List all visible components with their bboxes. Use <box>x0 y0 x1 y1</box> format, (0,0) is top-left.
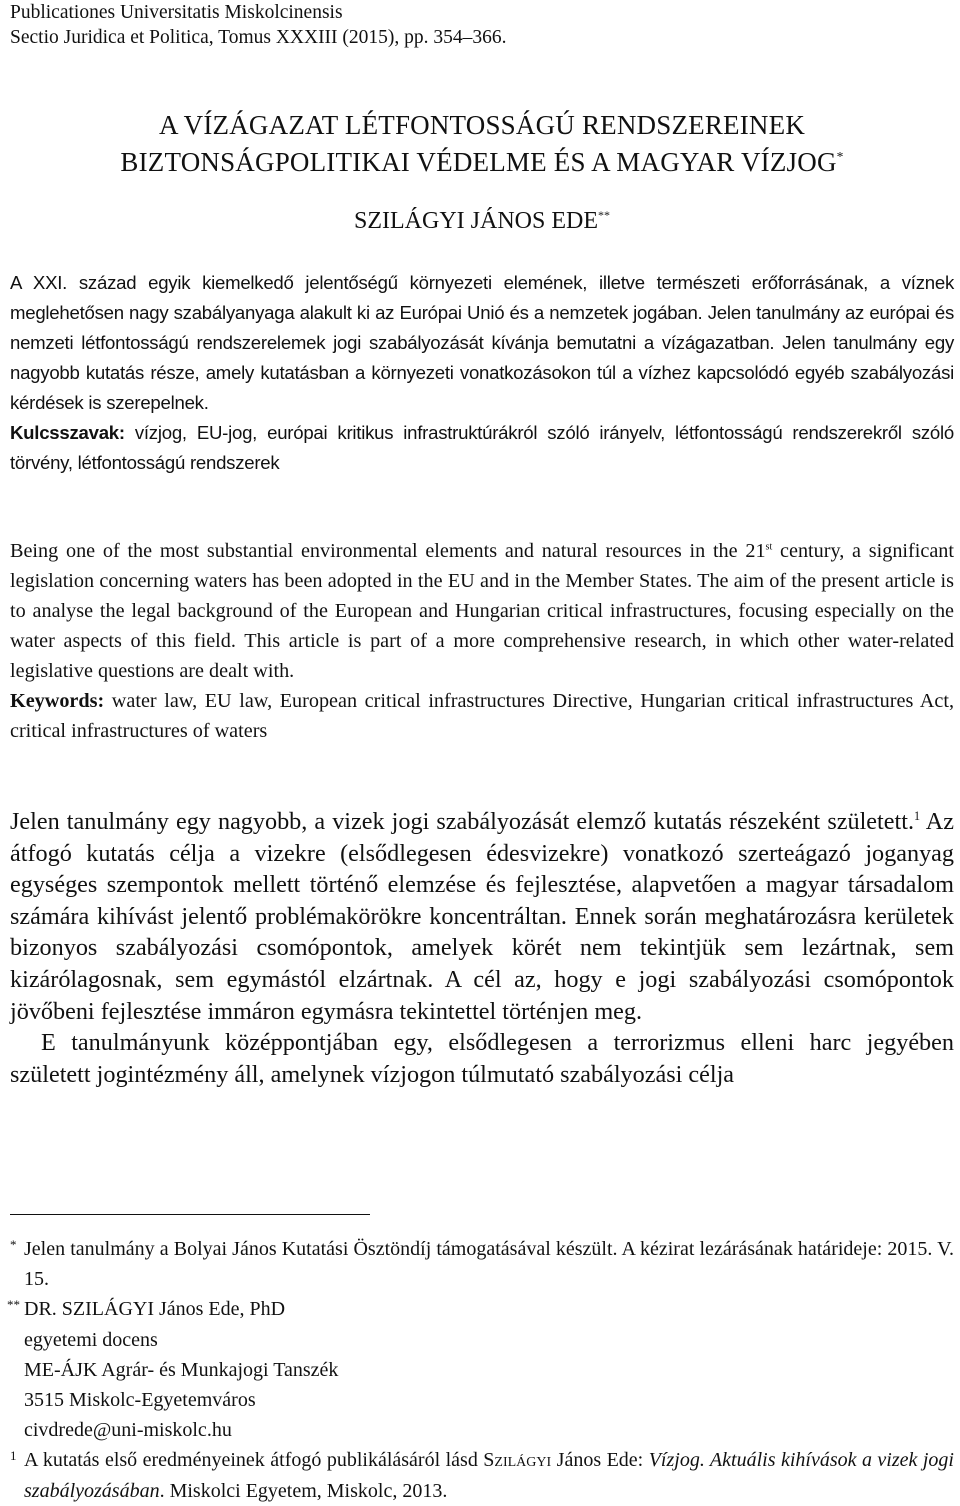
affiliation-position: egyetemi docens <box>24 1328 158 1351</box>
author-name-text: SZILÁGYI JÁNOS EDE <box>354 208 598 234</box>
abstract-hungarian <box>10 268 954 478</box>
footnote-ref-1[interactable]: 1 <box>914 808 921 823</box>
abstract-en-sup: st <box>765 541 773 553</box>
footnotes <box>7 1234 954 1506</box>
footnote-1-mark: * <box>10 1237 17 1252</box>
abstract-hu-text: A XXI. század egyik kiemelkedő jelentőségű környezeti elemének, illetve természeti erőforrásának, a víznek meglehetősen nagy szabályanyaga alakult ki az Európai Unió és a nemzetek jogában. Jelen tanulmány az európai és nemzeti létfontosságú rendszerelemek jogi szabályozását kívánja bemutatni a vízágazatban. Jelen tanulmány egy nagyobb kutatás része, amely kutatásban a környezeti vonatkozásokon túl a vízhez kapcsolódó egyéb szabályozási kérdések is szerepelnek. <box>10 272 954 413</box>
footnote-separator <box>10 1214 370 1215</box>
abstract-english <box>10 536 954 746</box>
affiliation-address: 3515 Miskolc-Egyetemváros <box>24 1389 256 1412</box>
footnote-3-text-c: . Miskolci Egyetem, Miskolc, 2013. <box>159 1479 448 1502</box>
affiliation-email[interactable]: civdrede@uni-miskolc.hu <box>24 1419 232 1442</box>
keywords-hu-label: Kulcsszavak: <box>10 422 125 443</box>
footnote-3-text-b: János Ede: <box>551 1449 649 1472</box>
article-title <box>10 107 954 181</box>
title-footnote-mark[interactable]: * <box>836 149 844 164</box>
keywords-en-text: water law, EU law, European critical infrastructures Directive, Hungarian critical infrastructures Act, critical infrastructures of waters <box>10 690 954 742</box>
author-name <box>10 204 954 238</box>
abstract-en-paragraph <box>10 536 954 686</box>
affiliation-department: ME-ÁJK Agrár- és Munkajogi Tanszék <box>24 1358 339 1381</box>
title-line-1: A VÍZÁGAZAT LÉTFONTOSSÁGÚ RENDSZEREINEK <box>158 110 806 140</box>
keywords-hu <box>10 418 954 478</box>
footnote-3-title: Vízjog. Aktuális kihívások a vizek jogi szabályozásában <box>24 1449 954 1502</box>
journal-issue: Sectio Juridica et Politica, Tomus XXXIII (2015), pp. 354–366. <box>10 27 507 48</box>
abstract-en-text-b: century, a significant legislation concerning waters has been adopted in the EU and in the Member States. The aim of the present article is to analyse the legal background of the European and Hungarian critical infrastructures, focusing especially on the water aspects of this field. This article is part of a more comprehensive research, in which other water-related legislative questions are dealt with. <box>10 540 954 682</box>
affiliation-name: DR. SZILÁGYI János Ede, PhD <box>24 1298 286 1321</box>
footnote-2 <box>7 1294 954 1445</box>
footnote-1 <box>10 1234 954 1294</box>
abstract-en-text-a: Being one of the most substantial environmental elements and natural resources in the 21 <box>10 540 766 562</box>
keywords-en-label: Keywords: <box>10 690 105 712</box>
body-paragraph-2: E tanulmányunk középpontjában egy, elsődlegesen a terrorizmus elleni harc jegyében született jogintézmény áll, amelynek vízjogon túlmutató szabályozási célja <box>10 1029 954 1088</box>
footnote-3-mark: 1 <box>10 1448 17 1464</box>
keywords-hu-text: vízjog, EU-jog, európai kritikus infrastruktúrákról szóló irányelv, létfontosságú rendszerekről szóló törvény, létfontosságú rendszerek <box>10 422 954 473</box>
body-paragraph-1 <box>10 806 954 1027</box>
author-affiliation <box>24 1294 954 1445</box>
journal-name: Publicationes Universitatis Miskolcinensis <box>10 2 343 23</box>
body-p1-b: Az átfogó kutatás célja a vizekre (elsődlegesen édesvizekre) vonatkozó szerteágazó joganyag egységes szempontok mellett történő elemzése és fejlesztése, alapvetően a magyar társadalom számára kihívást jelentő problémakörökre koncentráltan. Ennek során meghatározásra kerületek bizonyos szabályozási csomópontok, amelyek körét nem tekintjük sem lezártnak, sem kizárólagosnak, sem egymástól elzártnak. A cél az, hogy e jogi szabályozási csomópontok jövőbeni fejlesztése immáron egymásra tekintettel történjen meg. <box>10 808 954 1025</box>
footnote-3-text-a: A kutatás első eredményeinek átfogó publikálásáról lásd <box>24 1449 484 1472</box>
title-line-2 <box>10 144 954 181</box>
footnote-2-mark: ** <box>7 1297 20 1313</box>
title-line-2-text: BIZTONSÁGPOLITIKAI VÉDELME ÉS A MAGYAR VÍZJOG <box>120 147 837 177</box>
footnote-3 <box>10 1445 954 1505</box>
author-footnote-mark[interactable]: ** <box>597 208 610 222</box>
body-p1-a: Jelen tanulmány egy nagyobb, a vizek jogi szabályozását elemző kutatás részeként született. <box>10 808 914 835</box>
body-text <box>10 806 954 1090</box>
keywords-en <box>10 686 954 746</box>
footnote-1-text: Jelen tanulmány a Bolyai János Kutatási Ösztöndíj támogatásával készült. A kézirat lezárásának határideje: 2015. V. 15. <box>24 1238 954 1291</box>
journal-header <box>10 0 507 50</box>
footnote-3-author: Szilágyi <box>483 1449 552 1472</box>
